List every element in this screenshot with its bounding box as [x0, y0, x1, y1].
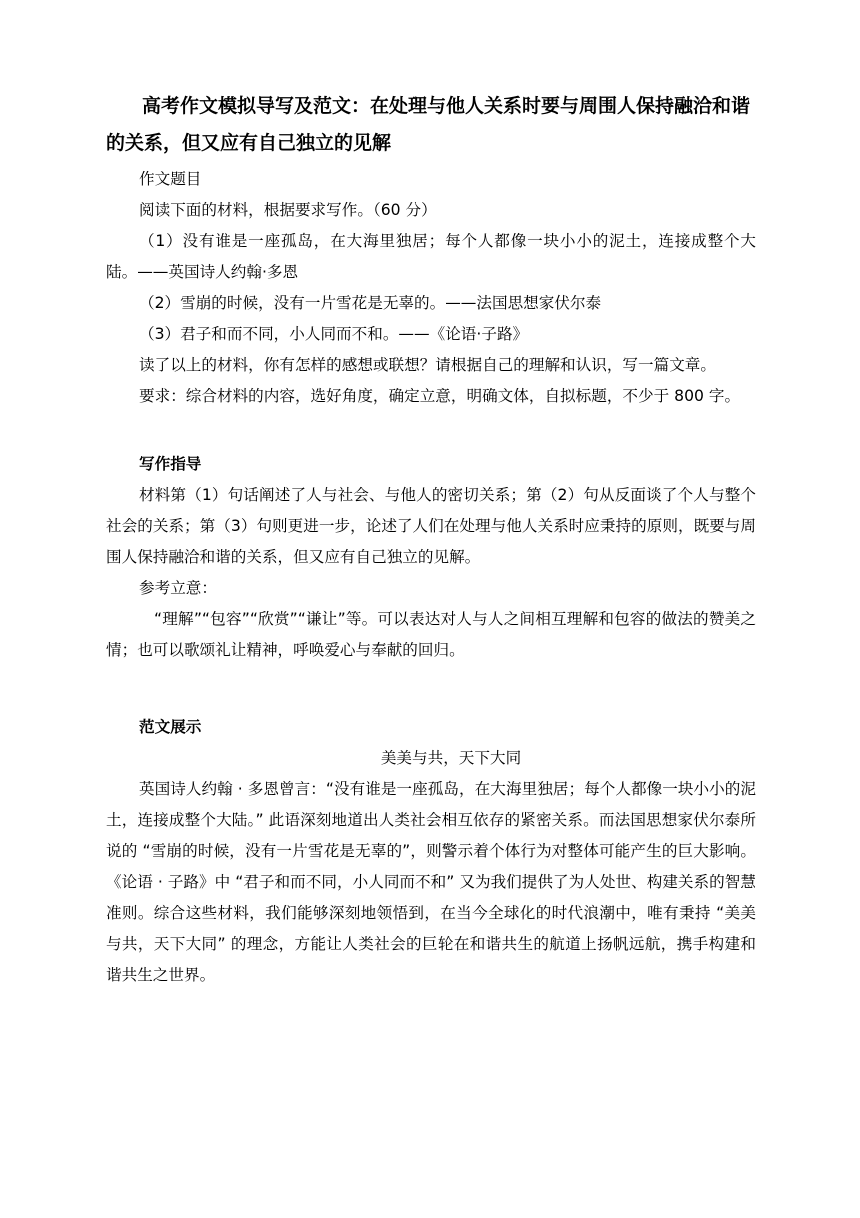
reference-text: “理解”“包容”“欣赏”“谦让”等。可以表达对人与人之间相互理解和包容的做法的赞美之情；也可以歌颂礼让精神，呼唤爱心与奉献的回归。: [106, 610, 756, 659]
prompt-intro: 阅读下面的材料，根据要求写作。（60 分）: [139, 201, 437, 219]
material-3: （3）君子和而不同，小人同而不和。——《论语·子路》: [139, 325, 529, 343]
essay-title: 美美与共，天下大同: [380, 749, 522, 767]
document-page: [106, 88, 756, 991]
guidance-heading: 写作指导: [139, 455, 202, 473]
prompt-heading: 作文题目: [139, 170, 202, 188]
spacer: [106, 412, 756, 449]
material-1: （1）没有谁是一座孤岛，在大海里独居；每个人都像一块小小的泥土，连接成整个大陆。——英国诗人约翰·多恩: [106, 232, 756, 281]
essay-paragraph-1: 英国诗人约翰 · 多恩曾言：“没有谁是一座孤岛，在大海里独居；每个人都像一块小小的泥土，连接成整个大陆。” 此语深刻地道出人类社会相互依存的紧密关系。而法国思想家伏尔泰所说的 “雪崩的时候，没有一片雪花是无辜的”，则警示着个体行为对整体可能产生的巨大影响。《论语 · 子路》中 “君子和而不同，小人同而不和” 又为我们提供了为人处世、构建关系的智慧准则。综合这些材料，我们能够深刻地领悟到，在当今全球化的时代浪潮中，唯有秉持 “美美与共，天下大同” 的理念，方能让人类社会的巨轮在和谐共生的航道上扬帆远航，携手构建和谐共生之世界。: [106, 780, 756, 984]
reference-label: 参考立意：: [139, 579, 217, 597]
material-2: （2）雪崩的时候，没有一片雪花是无辜的。——法国思想家伏尔泰: [139, 294, 602, 312]
prompt-requirement: 要求：综合材料的内容，选好角度，确定立意，明确文体，自拟标题，不少于 800 字。: [139, 387, 741, 405]
sample-heading: 范文展示: [139, 718, 202, 736]
spacer: [106, 666, 756, 712]
document-title: 高考作文模拟导写及范文：在处理与他人关系时要与周围人保持融洽和谐的关系，但又应有自己独立的见解: [106, 95, 751, 154]
guidance-analysis: 材料第（1）句话阐述了人与社会、与他人的密切关系；第（2）句从反面谈了个人与整个社会的关系；第（3）句则更进一步，论述了人们在处理与他人关系时应秉持的原则，既要与周围人保持融洽和谐的关系，但又应有自己独立的见解。: [106, 486, 756, 566]
prompt-question: 读了以上的材料，你有怎样的感想或联想？请根据自己的理解和认识，写一篇文章。: [139, 356, 716, 374]
